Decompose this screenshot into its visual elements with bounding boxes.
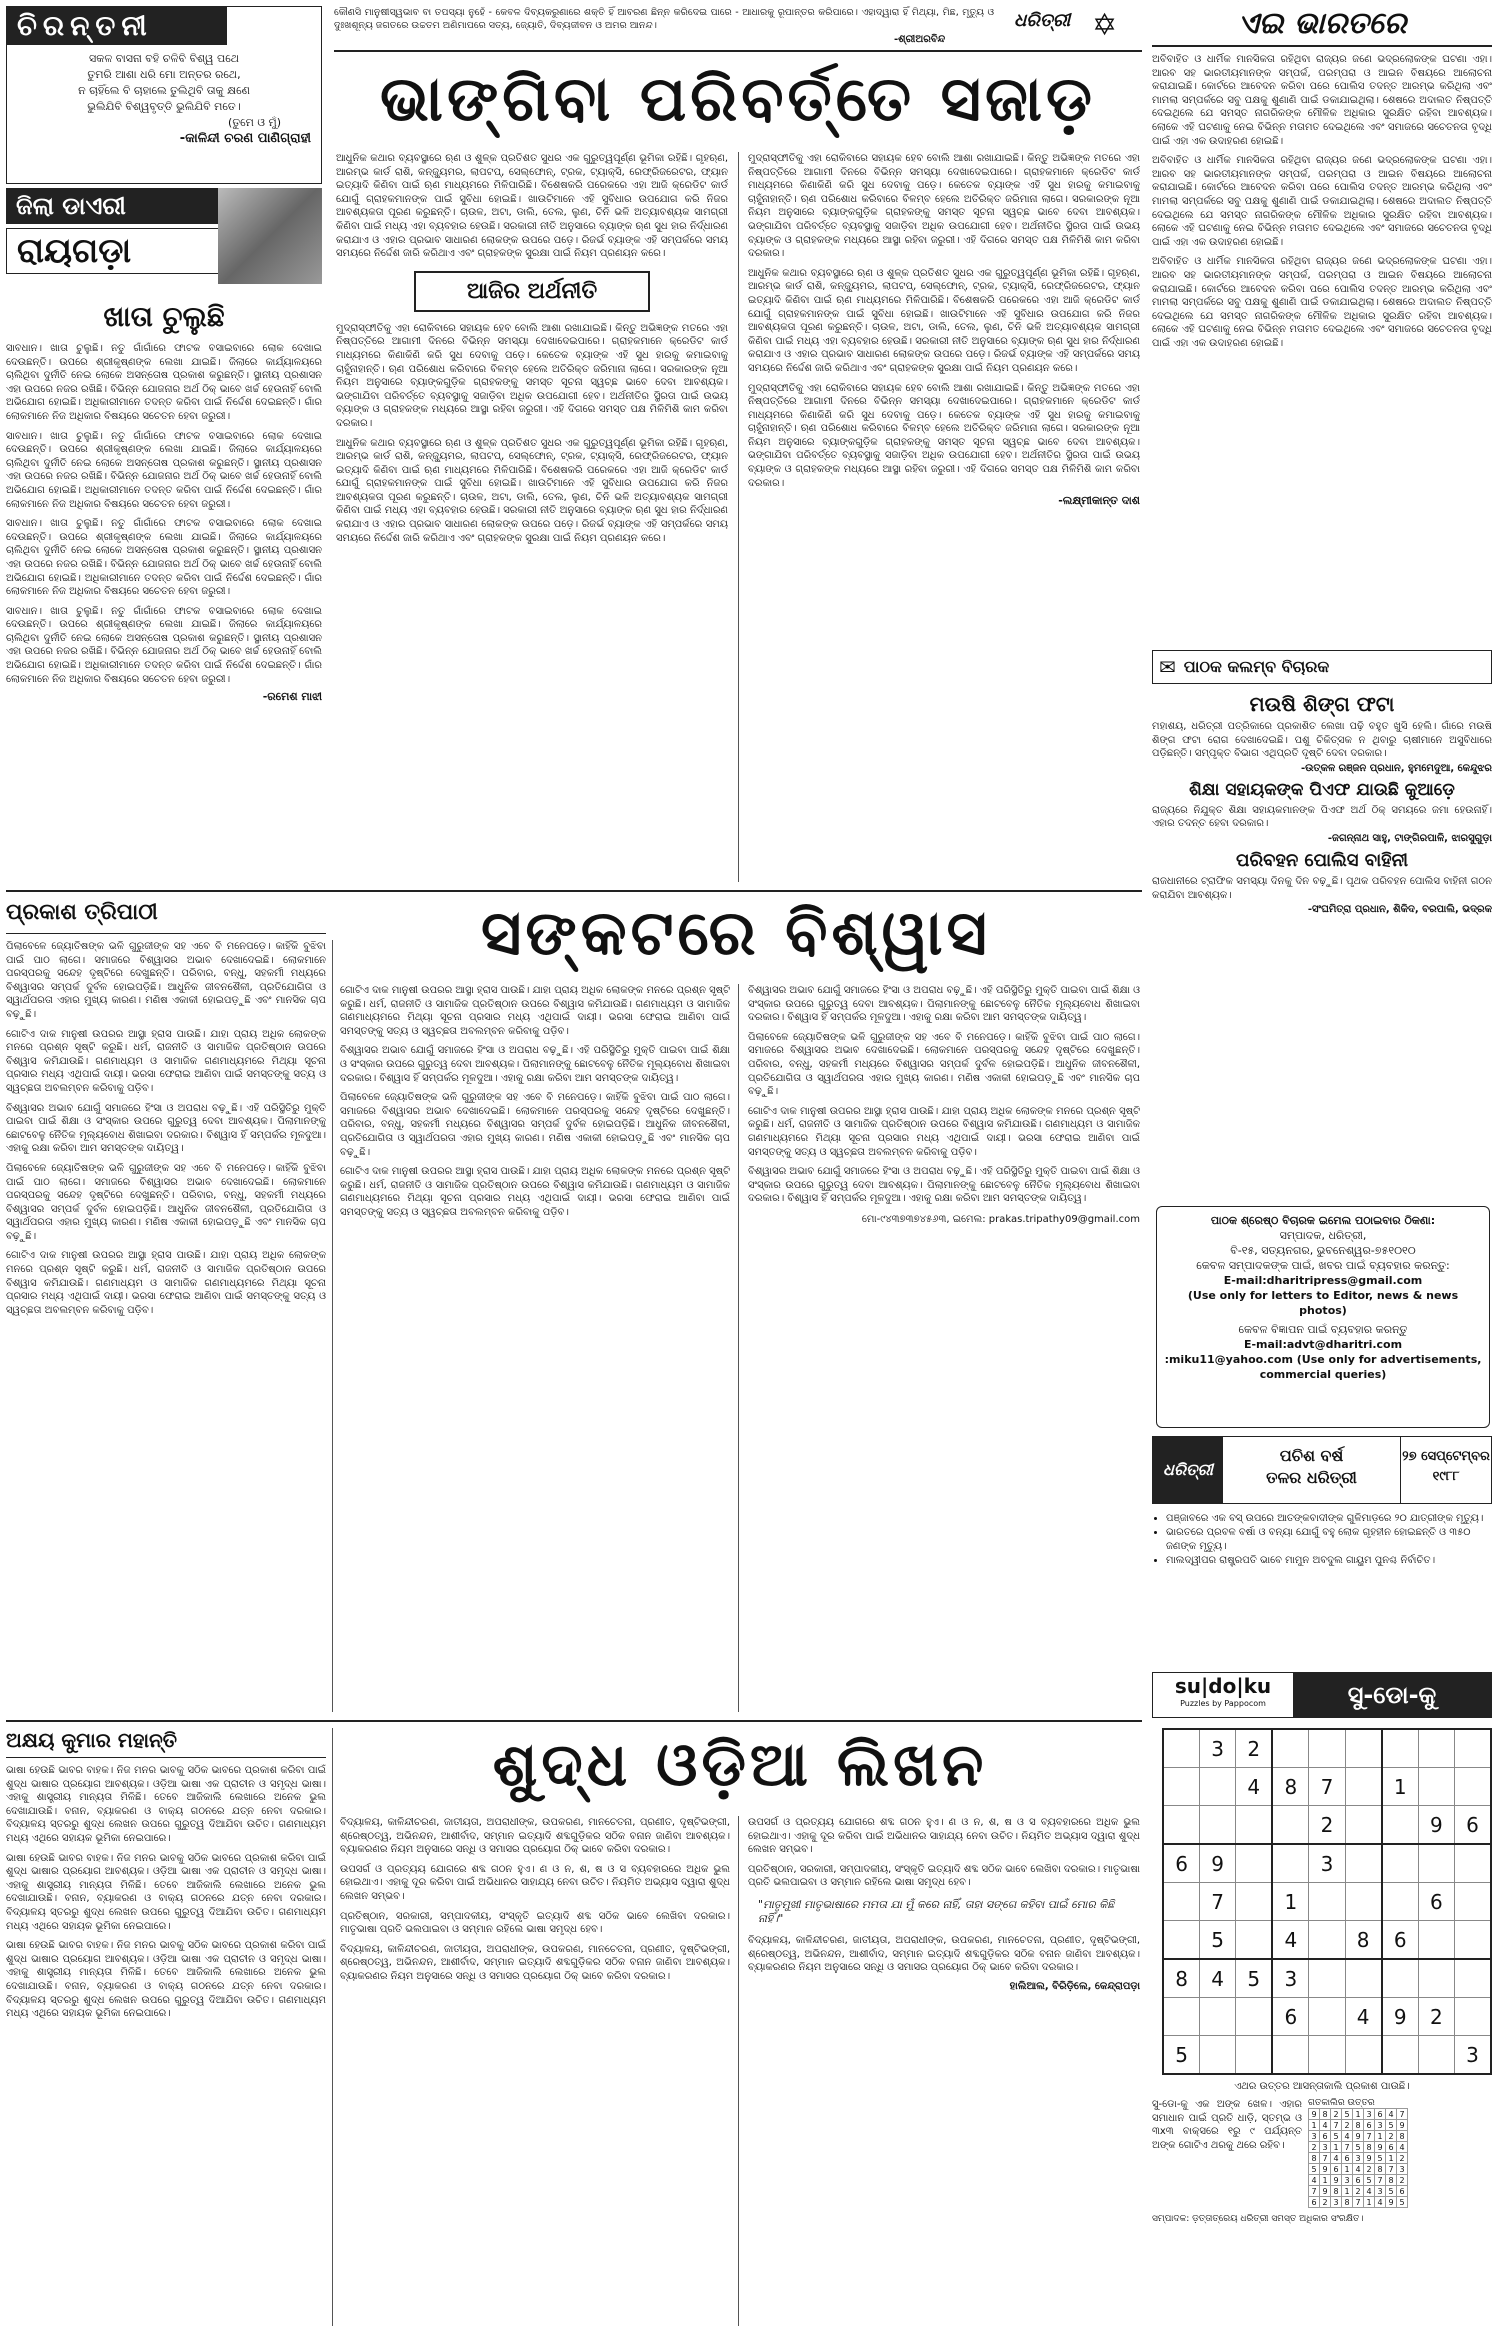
prev-sudoku-cell: 5 bbox=[1386, 2186, 1397, 2197]
history-brand: ଧରିତ୍ରୀ bbox=[1153, 1437, 1223, 1503]
prev-sudoku-cell: 3 bbox=[1397, 2164, 1408, 2175]
quote-author: -ଶ୍ରୀଅରବିନ୍ଦ bbox=[894, 34, 946, 45]
sudoku-cell[interactable] bbox=[1418, 1768, 1454, 1806]
prev-sudoku-cell: 3 bbox=[1309, 2131, 1320, 2142]
sudoku-cell[interactable] bbox=[1345, 1729, 1382, 1768]
prev-sudoku-cell: 5 bbox=[1342, 2109, 1353, 2120]
sudoku-cell[interactable] bbox=[1309, 1729, 1345, 1768]
sudoku-cell[interactable] bbox=[1454, 1959, 1491, 1998]
sudoku-cell[interactable] bbox=[1236, 1844, 1273, 1883]
prev-sudoku-cell: 3 bbox=[1331, 2197, 1342, 2208]
sudoku-cell[interactable] bbox=[1309, 2036, 1345, 2075]
sudoku-cell[interactable]: 2 bbox=[1236, 1729, 1273, 1768]
editorial-col2-text-2: ଆଧୁନିକ କଥାର ବ୍ୟବସ୍ଥାରେ ଋଣ ଓ ଶୁଳ୍କ ପ୍ରତିଶତ ସୁଧର ଏକ ଗୁରୁତ୍ୱପୂର୍ଣ୍ଣ ଭୂମିକା ରହିଛି। ଗୃହଋଣ, ଆରମ୍ଭ କାର୍ଡ ରାଶି, କନ୍ଜ୍ୟୁମର, ଲାପଟପ୍, ସେଲ୍ଫୋନ୍, ଟ୍ରକ, ଟ୍ୟାକ୍ସି, ରେଫ୍ରିଜରେଟର, ଫ୍ୟାନ ଇତ୍ୟାଦି କିଣିବା ପାଇଁ ଋଣ ମାଧ୍ୟମରେ ମିଳିପାରିଛି। ବିଶେଷକରି ପରେକରେ ଏହା ଆଜି କ୍ରେଡିଟ କାର୍ଡ ଯୋଗୁଁ ଗ୍ରାହକମାନଙ୍କ ପାଇଁ ସୁବିଧା ହୋଇଛି। ଖାଉଟିମାନେ ଏହି ସୁବିଧାର ଉପଯୋଗ କରି ନିଜର ଆବଶ୍ୟକତା ପୂରଣ କରୁଛନ୍ତି। ଚାଉଳ, ଅଟା, ଡାଲି, ତେଲ, ଲୁଣ, ଚିନି ଭଳି ଅତ୍ୟାବଶ୍ୟକ ସାମଗ୍ରୀ କିଣିବା ପାଇଁ ମଧ୍ୟ ଏହା ବ୍ୟବହାର ହେଉଛି। ସରକାରୀ ନୀତି ଅନୁସାରେ ବ୍ୟାଙ୍କ ଋଣ ସୁଧ ହାର ନିର୍ଦ୍ଧାରଣ କରାଯାଏ ଓ ଏହାର ପ୍ରଭାବ ସାଧାରଣ ଲୋକଙ୍କ ଉପରେ ପଡ଼େ। ରିଜର୍ଭ ବ୍ୟାଙ୍କ ଏହି ସମ୍ପର୍କରେ ସମୟ ସମୟରେ ନିର୍ଦ୍ଦେଶ ଜାରି କରିଥାଏ ଏବଂ ଗ୍ରାହକଙ୍କ ସୁରକ୍ଷା ପାଇଁ ନିୟମ ପ୍ରଣୟନ କରେ। bbox=[748, 267, 1140, 374]
prev-sudoku-cell: 5 bbox=[1364, 2175, 1375, 2186]
sudoku-cell[interactable] bbox=[1382, 1883, 1419, 1921]
sudoku-cell[interactable] bbox=[1163, 1768, 1200, 1806]
sudoku-cell[interactable]: 7 bbox=[1309, 1768, 1345, 1806]
sudoku-cell[interactable]: 8 bbox=[1272, 1768, 1309, 1806]
letter1-sign: -ଉତ୍କଳ ରଞ୍ଜନ ପ୍ରଧାନ, ହୁମମେଦୁଆ, କେନ୍ଦୁଝର bbox=[1300, 762, 1492, 774]
editorial-col1-text-2: ମୁଦ୍ରାସ୍ଫୀତିକୁ ଏହା ରୋକିବାରେ ସହାୟକ ହେବ ବୋଲି ଆଶା ରଖାଯାଇଛି। କିନ୍ତୁ ଅଭିଜ୍ଞଙ୍କ ମତରେ ଏହା ନିଷ୍ପତ୍ତିରେ ଆଗାମୀ ଦିନରେ ବିଭିନ୍ନ ସମସ୍ୟା ଦେଖାଦେଇପାରେ। ଗ୍ରାହକମାନେ କ୍ରେଡିଟ କାର୍ଡ ମାଧ୍ୟମରେ କିଣାକିଣି କରି ସୁଧ ଦେବାକୁ ପଡ଼େ। କେତେକ ବ୍ୟାଙ୍କ ଏହି ସୁଧ ହାରକୁ କମାଇବାକୁ ଚାହୁଁନାହାନ୍ତି। ଋଣ ପରିଶୋଧ କରିବାରେ ବିଳମ୍ବ ହେଲେ ଅତିରିକ୍ତ ଜରିମାନା ଲାଗେ। ସରକାରଙ୍କ ନୂଆ ନିୟମ ଅନୁସାରେ ବ୍ୟାଙ୍କଗୁଡ଼ିକ ଗ୍ରାହକଙ୍କୁ ସମସ୍ତ ସୂଚନା ସ୍ୱଚ୍ଛ ଭାବେ ଦେବା ଆବଶ୍ୟକ। ଭଙ୍ଗାଯିବା ପରିବର୍ତ୍ତେ ବ୍ୟବସ୍ଥାକୁ ସଜାଡ଼ିବା ଅଧିକ ଉପଯୋଗୀ ହେବ। ଅର୍ଥନୀତିର ସ୍ଥିରତା ପାଇଁ ଉଭୟ ବ୍ୟାଙ୍କ ଓ ଗ୍ରାହକଙ୍କ ମଧ୍ୟରେ ଆସ୍ଥା ରହିବା ଜରୁରୀ। ଏହି ଦିଗରେ ସମସ୍ତ ପକ୍ଷ ମିଳିମିଶି କାମ କରିବା ଦରକାର। bbox=[336, 322, 728, 429]
sudoku-grid bbox=[1162, 1728, 1492, 2075]
prev-sudoku-cell: 7 bbox=[1353, 2197, 1364, 2208]
history-header bbox=[1152, 1436, 1492, 1504]
prev-sudoku-cell: 5 bbox=[1331, 2131, 1342, 2142]
prev-sudoku-cell: 4 bbox=[1397, 2142, 1408, 2153]
bottom-left-col bbox=[6, 1764, 326, 2326]
middle-col1-text: ପିଲାବେଳେ ଜ୍ୟୋତିଷଙ୍କ ଭଳି ଗୁରୁଜୀଙ୍କ ସହ ଏବେ ବି ମନେପଡ଼େ। କାହିଁକି ବୁଝିବା ପାଇଁ ପାଠ ଲାଗେ। ସମାଜରେ ବିଶ୍ୱାସର ଅଭାବ ଦେଖାଦେଇଛି। ଲୋକମାନେ ପରସ୍ପରକୁ ସନ୍ଦେହ ଦୃଷ୍ଟିରେ ଦେଖୁଛନ୍ତି। ପରିବାର, ବନ୍ଧୁ, ସହକର୍ମୀ ମଧ୍ୟରେ ବିଶ୍ୱାସର ସମ୍ପର୍କ ଦୁର୍ବଳ ହୋଇପଡ଼ିଛି। ଆଧୁନିକ ଜୀବନଶୈଳୀ, ପ୍ରତିଯୋଗିତା ଓ ସ୍ୱାର୍ଥପରତା ଏହାର ମୁଖ୍ୟ କାରଣ। ମଣିଷ ଏକାକୀ ହୋଇପଡ଼ୁଛି ଏବଂ ମାନସିକ ଚାପ ବଢ଼ୁଛି। bbox=[6, 941, 326, 1020]
sudoku-cell[interactable]: 4 bbox=[1345, 1998, 1382, 2036]
prev-sudoku-cell: 2 bbox=[1397, 2175, 1408, 2186]
prev-sudoku-cell: 6 bbox=[1342, 2153, 1353, 2164]
sudoku-cell[interactable] bbox=[1418, 1729, 1454, 1768]
sudoku-cell[interactable] bbox=[1163, 1998, 1200, 2036]
letter2-body: ରାଜ୍ୟରେ ନିଯୁକ୍ତ ଶିକ୍ଷା ସହାୟକମାନଙ୍କ ପିଏଫ ଅର୍ଥ ଠିକ୍ ସମୟରେ ଜମା ହେଉନାହିଁ। ଏହାର ତଦନ୍ତ ହେବା ଦରକାର। bbox=[1152, 804, 1492, 830]
prev-sudoku-cell: 7 bbox=[1331, 2120, 1342, 2131]
sudoku-cell[interactable] bbox=[1345, 1768, 1382, 1806]
sudoku-cell[interactable]: 5 bbox=[1200, 1921, 1236, 1960]
aaji-bharat-box bbox=[1152, 6, 1492, 666]
sudoku-cell[interactable] bbox=[1345, 1806, 1382, 1845]
prev-sudoku-cell: 9 bbox=[1364, 2153, 1375, 2164]
prev-sudoku-cell: 7 bbox=[1364, 2131, 1375, 2142]
prev-sudoku-cell: 6 bbox=[1331, 2164, 1342, 2175]
sudoku-cell[interactable]: 4 bbox=[1236, 1768, 1273, 1806]
diary-body-4: ସାବଧାନ। ଖାତା ଚୁଲୁଛି। ନତୁ ଗାଁଗାଁରେ ଫାଟକ ବସାଇବାରେ ଲୋକ ଦେଖାଇ ଦେଉଛନ୍ତି। ଉପରେ ଶ୍ରୀକୃଷ୍ଣଙ୍କ ଲେଖା ଯାଇଛି। ଜିଲାରେ କାର୍ଯ୍ୟାଳୟରେ ଚାଲିଥିବା ଦୁର୍ନୀତି ନେଇ ଲୋକେ ଅସନ୍ତୋଷ ପ୍ରକାଶ କରୁଛନ୍ତି। ସ୍ଥାନୀୟ ପ୍ରଶାସନ ଏହା ଉପରେ ନଜର ରଖିଛି। ବିଭିନ୍ନ ଯୋଜନାର ଅର୍ଥ ଠିକ୍ ଭାବେ ଖର୍ଚ୍ଚ ହେଉନାହିଁ ବୋଲି ଅଭିଯୋଗ ହୋଇଛି। ଅଧିକାରୀମାନେ ତଦନ୍ତ କରିବା ପାଇଁ ନିର୍ଦ୍ଦେଶ ଦେଇଛନ୍ତି। ଗାଁର ଲୋକମାନେ ନିଜ ଅଧିକାର ବିଷୟରେ ସଚେତନ ହେବା ଜରୁରୀ। bbox=[6, 605, 322, 685]
prev-sudoku-cell: 7 bbox=[1309, 2186, 1320, 2197]
advt-email-note[interactable]: :miku11@yahoo.com (Use only for advertisements, commercial queries) bbox=[1164, 1353, 1482, 1381]
diary-body: ସାବଧାନ। ଖାତା ଚୁଲୁଛି। ନତୁ ଗାଁଗାଁରେ ଫାଟକ ବସାଇବାରେ ଲୋକ ଦେଖାଇ ଦେଉଛନ୍ତି। ଉପରେ ଶ୍ରୀକୃଷ୍ଣଙ୍କ ଲେଖା ଯାଇଛି। ଜିଲାରେ କାର୍ଯ୍ୟାଳୟରେ ଚାଲିଥିବା ଦୁର୍ନୀତି ନେଇ ଲୋକେ ଅସନ୍ତୋଷ ପ୍ରକାଶ କରୁଛନ୍ତି। ସ୍ଥାନୀୟ ପ୍ରଶାସନ ଏହା ଉପରେ ନଜର ରଖିଛି। ବିଭିନ୍ନ ଯୋଜନାର ଅର୍ଥ ଠିକ୍ ଭାବେ ଖର୍ଚ୍ଚ ହେଉନାହିଁ ବୋଲି ଅଭିଯୋଗ ହୋଇଛି। ଅଧିକାରୀମାନେ ତଦନ୍ତ କରିବା ପାଇଁ ନିର୍ଦ୍ଦେଶ ଦେଇଛନ୍ତି। ଗାଁର ଲୋକମାନେ ନିଜ ଅଧିକାର ବିଷୟରେ ସଚେତନ ହେବା ଜରୁରୀ। bbox=[6, 343, 322, 422]
aaji-bharat-body-2: ଅବିବାହିତ ଓ ଧାର୍ମିକ ମାନସିକତା ରହିଥିବା ରାଜ୍ୟର ଜଣେ ଭଦ୍ରଲୋକଙ୍କ ଘଟଣା ଏହା। ଆରବ ସହ ଭାରତୀୟମାନଙ୍କ ସମ୍ପର୍କ, ପରମ୍ପରା ଓ ଆଇନ ବିଷୟରେ ଆଲୋଚନା କରାଯାଇଛି। କୋର୍ଟରେ ଆବେଦନ କରିବା ପରେ ପୋଲିସ ତଦନ୍ତ ଆରମ୍ଭ କରିଥିଲା ଏବଂ ମାମଲା ସମ୍ପର୍କରେ ସବୁ ପକ୍ଷକୁ ଶୁଣାଣି ପାଇଁ ଡକାଯାଇଥିଲା। ଶେଷରେ ଅଦାଲତ ନିଷ୍ପତ୍ତି ଦେଇଥିଲେ ଯେ ସମସ୍ତ ନାଗରିକଙ୍କ ମୌଳିକ ଅଧିକାର ସୁରକ୍ଷିତ ରହିବା ଆବଶ୍ୟକ। ଲୋକେ ଏହି ଘଟଣାକୁ ନେଇ ବିଭିନ୍ନ ମତାମତ ଦେଇଥିଲେ ଏବଂ ସମାଜରେ ସଚେତନତା ବୃଦ୍ଧି ପାଇଁ ଏହା ଏକ ଉଦାହରଣ ହୋଇଛି। bbox=[1152, 155, 1492, 248]
poem-author: -କାଳିନ୍ଦୀ ଚରଣ ପାଣିଗ୍ରାହୀ bbox=[179, 131, 311, 146]
prev-sudoku-cell: 6 bbox=[1320, 2131, 1331, 2142]
prev-sudoku-cell: 1 bbox=[1364, 2197, 1375, 2208]
middle-col3-text: ବିଶ୍ୱାସର ଅଭାବ ଯୋଗୁଁ ସମାଜରେ ହିଂସା ଓ ଅପରାଧ ବଢ଼ୁଛି। ଏହି ପରିସ୍ଥିତିରୁ ମୁକ୍ତି ପାଇବା ପାଇଁ ଶିକ୍ଷା ଓ ସଂସ୍କାର ଉପରେ ଗୁରୁତ୍ୱ ଦେବା ଆବଶ୍ୟକ। ପିଲାମାନଙ୍କୁ ଛୋଟବେଳୁ ନୈତିକ ମୂଲ୍ୟବୋଧ ଶିଖାଇବା ଦରକାର। ବିଶ୍ୱାସ ହିଁ ସମ୍ପର୍କର ମୂଳଦୁଆ। ଏହାକୁ ରକ୍ଷା କରିବା ଆମ ସମସ୍ତଙ୍କ ଦାୟିତ୍ୱ। bbox=[748, 985, 1140, 1024]
aaji-bharat-heading: ଏଇ ଭାରତରେ bbox=[1152, 6, 1492, 47]
diary-photo bbox=[218, 188, 322, 284]
sudoku-cell[interactable]: 9 bbox=[1418, 1806, 1454, 1845]
aaji-bharat-body-3: ଅବିବାହିତ ଓ ଧାର୍ମିକ ମାନସିକତା ରହିଥିବା ରାଜ୍ୟର ଜଣେ ଭଦ୍ରଲୋକଙ୍କ ଘଟଣା ଏହା। ଆରବ ସହ ଭାରତୀୟମାନଙ୍କ ସମ୍ପର୍କ, ପରମ୍ପରା ଓ ଆଇନ ବିଷୟରେ ଆଲୋଚନା କରାଯାଇଛି। କୋର୍ଟରେ ଆବେଦନ କରିବା ପରେ ପୋଲିସ ତଦନ୍ତ ଆରମ୍ଭ କରିଥିଲା ଏବଂ ମାମଲା ସମ୍ପର୍କରେ ସବୁ ପକ୍ଷକୁ ଶୁଣାଣି ପାଇଁ ଡକାଯାଇଥିଲା। ଶେଷରେ ଅଦାଲତ ନିଷ୍ପତ୍ତି ଦେଇଥିଲେ ଯେ ସମସ୍ତ ନାଗରିକଙ୍କ ମୌଳିକ ଅଧିକାର ସୁରକ୍ଷିତ ରହିବା ଆବଶ୍ୟକ। ଲୋକେ ଏହି ଘଟଣାକୁ ନେଇ ବିଭିନ୍ନ ମତାମତ ଦେଇଥିଲେ ଏବଂ ସମାଜରେ ସଚେତନତା ବୃଦ୍ଧି ପାଇଁ ଏହା ଏକ ଉଦାହରଣ ହୋଇଛି। bbox=[1152, 256, 1492, 349]
sudoku-cell[interactable]: 7 bbox=[1200, 1883, 1236, 1921]
history-item: • ଭାରତରେ ପ୍ରବଳ ବର୍ଷା ଓ ବନ୍ୟା ଯୋଗୁଁ ବହୁ ଲୋକ ଗୃହହୀନ ହୋଇଛନ୍ତି ଓ ୩୫୦ ଜଣଙ୍କ ମୃତ୍ୟୁ। bbox=[1166, 1526, 1492, 1554]
bottom-col3-text-2: ପ୍ରତିଷ୍ଠାନ, ସରକାରୀ, ସମ୍ପାଦକୀୟ, ସଂସ୍କୃତି ଇତ୍ୟାଦି ଶବ୍ଦ ସଠିକ ଭାବେ ଲେଖିବା ଦରକାର। ମାତୃଭାଷା ପ୍ରତି ଭଲପାଇବା ଓ ସମ୍ମାନ ରହିଲେ ଭାଷା ସମୃଦ୍ଧ ହେବ। bbox=[748, 1863, 1140, 1889]
sudoku-cell[interactable] bbox=[1418, 2036, 1454, 2075]
prev-sudoku-cell: 4 bbox=[1364, 2186, 1375, 2197]
sudoku-cell[interactable] bbox=[1345, 1959, 1382, 1998]
sudoku-cell[interactable] bbox=[1272, 1729, 1309, 1768]
middle-col2-text-3: ପିଲାବେଳେ ଜ୍ୟୋତିଷଙ୍କ ଭଳି ଗୁରୁଜୀଙ୍କ ସହ ଏବେ ବି ମନେପଡ଼େ। କାହିଁକି ବୁଝିବା ପାଇଁ ପାଠ ଲାଗେ। ସମାଜରେ ବିଶ୍ୱାସର ଅଭାବ ଦେଖାଦେଇଛି। ଲୋକମାନେ ପରସ୍ପରକୁ ସନ୍ଦେହ ଦୃଷ୍ଟିରେ ଦେଖୁଛନ୍ତି। ପରିବାର, ବନ୍ଧୁ, ସହକର୍ମୀ ମଧ୍ୟରେ ବିଶ୍ୱାସର ସମ୍ପର୍କ ଦୁର୍ବଳ ହୋଇପଡ଼ିଛି। ଆଧୁନିକ ଜୀବନଶୈଳୀ, ପ୍ରତିଯୋଗିତା ଓ ସ୍ୱାର୍ଥପରତା ଏହାର ମୁଖ୍ୟ କାରଣ। ମଣିଷ ଏକାକୀ ହୋଇପଡ଼ୁଛି ଏବଂ ମାନସିକ ଚାପ ବଢ଼ୁଛି। bbox=[340, 1092, 730, 1158]
prev-sudoku-cell: 1 bbox=[1331, 2142, 1342, 2153]
bottom-left-text: ଭାଷା ହେଉଛି ଭାବର ବାହକ। ନିଜ ମନର ଭାବକୁ ସଠିକ ଭାବରେ ପ୍ରକାଶ କରିବା ପାଇଁ ଶୁଦ୍ଧ ଭାଷାର ପ୍ରୟୋଗ ଆବଶ୍ୟକ। ଓଡ଼ିଆ ଭାଷା ଏକ ପ୍ରାଚୀନ ଓ ସମୃଦ୍ଧ ଭାଷା। ଏହାକୁ ଶାସ୍ତ୍ରୀୟ ମାନ୍ୟତା ମିଳିଛି। ତେବେ ଆଜିକାଲି ଲେଖାରେ ଅନେକ ଭୁଲ ଦେଖାଯାଉଛି। ବନାନ, ବ୍ୟାକରଣ ଓ ବାକ୍ୟ ଗଠନରେ ଯତ୍ନ ନେବା ଦରକାର। ବିଦ୍ୟାଳୟ ସ୍ତରରୁ ଶୁଦ୍ଧ ଲେଖନ ଉପରେ ଗୁରୁତ୍ୱ ଦିଆଯିବା ଉଚିତ। ଗଣମାଧ୍ୟମ ମଧ୍ୟ ଏଥିରେ ସହାୟକ ଭୂମିକା ନେଇପାରେ। bbox=[6, 1765, 326, 1844]
chirantani-box bbox=[6, 6, 322, 184]
sudoku-cell[interactable] bbox=[1200, 1806, 1236, 1845]
prev-sudoku-cell: 3 bbox=[1375, 2120, 1386, 2131]
prev-sudoku-cell: 1 bbox=[1320, 2175, 1331, 2186]
middle-col3-text-2: ପିଲାବେଳେ ଜ୍ୟୋତିଷଙ୍କ ଭଳି ଗୁରୁଜୀଙ୍କ ସହ ଏବେ ବି ମନେପଡ଼େ। କାହିଁକି ବୁଝିବା ପାଇଁ ପାଠ ଲାଗେ। ସମାଜରେ ବିଶ୍ୱାସର ଅଭାବ ଦେଖାଦେଇଛି। ଲୋକମାନେ ପରସ୍ପରକୁ ସନ୍ଦେହ ଦୃଷ୍ଟିରେ ଦେଖୁଛନ୍ତି। ପରିବାର, ବନ୍ଧୁ, ସହକର୍ମୀ ମଧ୍ୟରେ ବିଶ୍ୱାସର ସମ୍ପର୍କ ଦୁର୍ବଳ ହୋଇପଡ଼ିଛି। ଆଧୁନିକ ଜୀବନଶୈଳୀ, ପ୍ରତିଯୋଗିତା ଓ ସ୍ୱାର୍ଥପରତା ଏହାର ମୁଖ୍ୟ କାରଣ। ମଣିଷ ଏକାକୀ ହୋଇପଡ଼ୁଛି ଏବଂ ମାନସିକ ଚାପ ବଢ଼ୁଛି। bbox=[748, 1031, 1140, 1098]
prev-sudoku-cell: 3 bbox=[1342, 2175, 1353, 2186]
sudoku-cell[interactable] bbox=[1236, 1921, 1273, 1960]
letters-heading bbox=[1152, 650, 1492, 684]
middle-contact: ମୋ-୯୪୩୭୩୭୪୫୬୩, ଇମେଲ: prakas.tripathy09@gmail.com bbox=[861, 1213, 1140, 1225]
sudoku-cell[interactable] bbox=[1163, 1806, 1200, 1845]
sudoku-cell[interactable] bbox=[1309, 1998, 1345, 2036]
sudoku-rules: ସୁ-ଡୋ-କୁ ଏକ ଅଙ୍କ ଖେଳ। ଏହାର ସମାଧାନ ପାଇଁ ପ୍ରତି ଧାଡ଼ି, ସ୍ତମ୍ଭ ଓ ୩x୩ ବାକ୍ସରେ ୧ରୁ ୯ ପର୍ଯ୍ୟନ୍ତ ଅଙ୍କ ଗୋଟିଏ ଥରକୁ ଥରେ ରହିବ। bbox=[1152, 2099, 1302, 2151]
sudoku-cell[interactable] bbox=[1309, 1883, 1345, 1921]
prev-sudoku-cell: 2 bbox=[1342, 2120, 1353, 2131]
prev-sudoku-cell: 5 bbox=[1375, 2153, 1386, 2164]
star-emblem-icon: ✡ bbox=[1092, 8, 1118, 43]
contact-box bbox=[1156, 1206, 1490, 1428]
envelope-icon: ✉ bbox=[1159, 655, 1176, 679]
prev-sudoku-cell: 2 bbox=[1386, 2131, 1397, 2142]
prev-sudoku-cell: 4 bbox=[1309, 2175, 1320, 2186]
prev-sudoku-cell: 9 bbox=[1320, 2186, 1331, 2197]
poem-line: ସକଳ ବାସନା ବହି ଚଳିବି ବିଶ୍ୱ ପଥେ bbox=[89, 52, 239, 65]
prev-sudoku-cell: 1 bbox=[1375, 2131, 1386, 2142]
sudoku-cell[interactable]: 1 bbox=[1272, 1883, 1309, 1921]
bottom-title: ଶୁଦ୍ଧ ଓଡ଼ିଆ ଲିଖନ bbox=[492, 1730, 988, 1800]
sudoku-cell[interactable] bbox=[1454, 1921, 1491, 1960]
prev-sudoku-cell: 6 bbox=[1375, 2109, 1386, 2120]
sudoku-box bbox=[1152, 1672, 1492, 2332]
letter1-body: ମହାଶୟ, ଧରିତ୍ରୀ ପତ୍ରିକାରେ ପ୍ରକାଶିତ ଲେଖା ପଢ଼ି ବହୁତ ଖୁସି ହେଲି। ଗାଁରେ ମଉଷି ଶିଙ୍ଗ ଫଟା ରୋଗ ଦେଖାଦେଇଛି। ପଶୁ ଚିକିତ୍ସକ ନ ଥିବାରୁ ଚାଷୀମାନେ ଅସୁବିଧାରେ ପଡ଼ିଛନ୍ତି। ସମ୍ପୃକ୍ତ ବିଭାଗ ଏଥିପ୍ରତି ଦୃଷ୍ଟି ଦେବା ଦରକାର। bbox=[1152, 721, 1492, 760]
sudoku-cell[interactable] bbox=[1345, 2036, 1382, 2075]
sudoku-cell[interactable]: 4 bbox=[1272, 1921, 1309, 1960]
contact-line2: ସମ୍ପାଦକ, ଧରିତ୍ରୀ, bbox=[1279, 1229, 1367, 1242]
jilla-diary-box bbox=[6, 188, 322, 288]
sudoku-cell[interactable] bbox=[1418, 1959, 1454, 1998]
prev-sudoku-cell: 9 bbox=[1375, 2142, 1386, 2153]
sudoku-cell[interactable]: 6 bbox=[1418, 1883, 1454, 1921]
prev-sudoku-cell: 8 bbox=[1364, 2142, 1375, 2153]
sudoku-cell[interactable] bbox=[1272, 1844, 1309, 1883]
sudoku-cell[interactable]: 4 bbox=[1200, 1959, 1236, 1998]
quote-strip bbox=[334, 6, 1142, 52]
history-box bbox=[1152, 1436, 1492, 1672]
sudoku-cell[interactable] bbox=[1309, 1921, 1345, 1960]
sudoku-cell[interactable] bbox=[1163, 1921, 1200, 1960]
prev-sudoku-cell: 2 bbox=[1353, 2186, 1364, 2197]
letters-heading-text: ପାଠକ କଲମ୍ବ ବିଚାରକ bbox=[1183, 657, 1330, 676]
sudoku-cell[interactable] bbox=[1163, 1729, 1200, 1768]
prev-sudoku-cell: 3 bbox=[1364, 2109, 1375, 2120]
sudoku-cell[interactable] bbox=[1236, 1883, 1273, 1921]
bottom-author: ଅକ୍ଷୟ କୁମାର ମହାନ୍ତି bbox=[6, 1728, 326, 1758]
editorial-col2-text-3: ମୁଦ୍ରାସ୍ଫୀତିକୁ ଏହା ରୋକିବାରେ ସହାୟକ ହେବ ବୋଲି ଆଶା ରଖାଯାଇଛି। କିନ୍ତୁ ଅଭିଜ୍ଞଙ୍କ ମତରେ ଏହା ନିଷ୍ପତ୍ତିରେ ଆଗାମୀ ଦିନରେ ବିଭିନ୍ନ ସମସ୍ୟା ଦେଖାଦେଇପାରେ। ଗ୍ରାହକମାନେ କ୍ରେଡିଟ କାର୍ଡ ମାଧ୍ୟମରେ କିଣାକିଣି କରି ସୁଧ ଦେବାକୁ ପଡ଼େ। କେତେକ ବ୍ୟାଙ୍କ ଏହି ସୁଧ ହାରକୁ କମାଇବାକୁ ଚାହୁଁନାହାନ୍ତି। ଋଣ ପରିଶୋଧ କରିବାରେ ବିଳମ୍ବ ହେଲେ ଅତିରିକ୍ତ ଜରିମାନା ଲାଗେ। ସରକାରଙ୍କ ନୂଆ ନିୟମ ଅନୁସାରେ ବ୍ୟାଙ୍କଗୁଡ଼ିକ ଗ୍ରାହକଙ୍କୁ ସମସ୍ତ ସୂଚନା ସ୍ୱଚ୍ଛ ଭାବେ ଦେବା ଆବଶ୍ୟକ। ଭଙ୍ଗାଯିବା ପରିବର୍ତ୍ତେ ବ୍ୟବସ୍ଥାକୁ ସଜାଡ଼ିବା ଅଧିକ ଉପଯୋଗୀ ହେବ। ଅର୍ଥନୀତିର ସ୍ଥିରତା ପାଇଁ ଉଭୟ ବ୍ୟାଙ୍କ ଓ ଗ୍ରାହକଙ୍କ ମଧ୍ୟରେ ଆସ୍ଥା ରହିବା ଜରୁରୀ। ଏହି ଦିଗରେ ସମସ୍ତ ପକ୍ଷ ମିଳିମିଶି କାମ କରିବା ଦରକାର। bbox=[748, 382, 1140, 489]
prev-sudoku-cell: 8 bbox=[1375, 2164, 1386, 2175]
prev-sudoku-cell: 8 bbox=[1397, 2131, 1408, 2142]
sudoku-prev-grid bbox=[1308, 2108, 1408, 2208]
history-date1: ୨୭ ସେପ୍ଟେମ୍ବର bbox=[1402, 1449, 1490, 1464]
letter1-title: ମଉଷି ଶିଙ୍ଗ ଫଟା bbox=[1249, 692, 1395, 716]
bottom-left-text-2: ଭାଷା ହେଉଛି ଭାବର ବାହକ। ନିଜ ମନର ଭାବକୁ ସଠିକ ଭାବରେ ପ୍ରକାଶ କରିବା ପାଇଁ ଶୁଦ୍ଧ ଭାଷାର ପ୍ରୟୋଗ ଆବଶ୍ୟକ। ଓଡ଼ିଆ ଭାଷା ଏକ ପ୍ରାଚୀନ ଓ ସମୃଦ୍ଧ ଭାଷା। ଏହାକୁ ଶାସ୍ତ୍ରୀୟ ମାନ୍ୟତା ମିଳିଛି। ତେବେ ଆଜିକାଲି ଲେଖାରେ ଅନେକ ଭୁଲ ଦେଖାଯାଉଛି। ବନାନ, ବ୍ୟାକରଣ ଓ ବାକ୍ୟ ଗଠନରେ ଯତ୍ନ ନେବା ଦରକାର। ବିଦ୍ୟାଳୟ ସ୍ତରରୁ ଶୁଦ୍ଧ ଲେଖନ ଉପରେ ଗୁରୁତ୍ୱ ଦିଆଯିବା ଉଚିତ। ଗଣମାଧ୍ୟମ ମଧ୍ୟ ଏଥିରେ ସହାୟକ ଭୂମିକା ନେଇପାରେ। bbox=[6, 1852, 326, 1932]
prev-sudoku-cell: 6 bbox=[1309, 2197, 1320, 2208]
sudoku-cell[interactable]: 3 bbox=[1309, 1844, 1345, 1883]
middle-col2-text: ଗୋଟିଏ ଦାକ ମାନୁଷୀ ଉପରର ଆସ୍ଥା ହ୍ରାସ ପାଉଛି। ଯାହା ପ୍ରାୟ ଅଧିକ ଲୋକଙ୍କ ମନରେ ପ୍ରଶ୍ନ ସୃଷ୍ଟି କରୁଛି। ଧର୍ମ, ରାଜନୀତି ଓ ସାମାଜିକ ପ୍ରତିଷ୍ଠାନ ଉପରେ ବିଶ୍ୱାସ କମିଯାଉଛି। ଗଣମାଧ୍ୟମ ଓ ସାମାଜିକ ଗଣମାଧ୍ୟମରେ ମିଥ୍ୟା ସୂଚନା ପ୍ରସାର ମଧ୍ୟ ଏଥିପାଇଁ ଦାୟୀ। ଭରସା ଫେରାଇ ଆଣିବା ପାଇଁ ସମସ୍ତଙ୍କୁ ସତ୍ୟ ଓ ସ୍ୱଚ୍ଛତା ଅବଲମ୍ବନ କରିବାକୁ ପଡ଼ିବ। bbox=[340, 985, 730, 1037]
prev-sudoku-cell: 7 bbox=[1320, 2153, 1331, 2164]
editorial-title: ଭାଙ୍ଗିବା ପରିବର୍ତ୍ତେ ସଜାଡ଼ bbox=[380, 62, 1096, 135]
middle-col1 bbox=[6, 940, 326, 1712]
bottom-col3-text-3: ବିଦ୍ୟାଳୟ, କାଳିନ୍ଦୀଚରଣ, ଜାତୀୟତା, ଅପରାଧୀଙ୍କ, ଉପକରଣ, ମାନଚେତନା, ପ୍ରଣୀତ, ଦୃଷ୍ଟିଭଙ୍ଗୀ, ଶ୍ରେଷ୍ଠତ୍ୱ, ଅଭିନନ୍ଦନ, ଆଶୀର୍ବାଦ, ସମ୍ମାନ ଇତ୍ୟାଦି ଶବ୍ଦଗୁଡ଼ିକର ସଠିକ ବନାନ ଜାଣିବା ଆବଶ୍ୟକ। ବ୍ୟାକରଣର ନିୟମ ଅନୁସାରେ ସନ୍ଧି ଓ ସମାସର ପ୍ରୟୋଗ ଠିକ୍ ଭାବେ କରିବା ଦରକାର। bbox=[748, 1934, 1140, 1974]
contact-line5: କେବଳ ବିଜ୍ଞାପନ ପାଇଁ ବ୍ୟବହାର କରନ୍ତୁ bbox=[1238, 1323, 1408, 1336]
diary-title: ଖାତା ଚୁଲୁଛି bbox=[103, 300, 225, 333]
editor-email-link[interactable]: E-mail:dharitripress@gmail.com bbox=[1223, 1274, 1423, 1287]
middle-col1-text-4: ପିଲାବେଳେ ଜ୍ୟୋତିଷଙ୍କ ଭଳି ଗୁରୁଜୀଙ୍କ ସହ ଏବେ ବି ମନେପଡ଼େ। କାହିଁକି ବୁଝିବା ପାଇଁ ପାଠ ଲାଗେ। ସମାଜରେ ବିଶ୍ୱାସର ଅଭାବ ଦେଖାଦେଇଛି। ଲୋକମାନେ ପରସ୍ପରକୁ ସନ୍ଦେହ ଦୃଷ୍ଟିରେ ଦେଖୁଛନ୍ତି। ପରିବାର, ବନ୍ଧୁ, ସହକର୍ମୀ ମଧ୍ୟରେ ବିଶ୍ୱାସର ସମ୍ପର୍କ ଦୁର୍ବଳ ହୋଇପଡ଼ିଛି। ଆଧୁନିକ ଜୀବନଶୈଳୀ, ପ୍ରତିଯୋଗିତା ଓ ସ୍ୱାର୍ଥପରତା ଏହାର ମୁଖ୍ୟ କାରଣ। ମଣିଷ ଏକାକୀ ହୋଇପଡ଼ୁଛି ଏବଂ ମାନସିକ ଚାପ ବଢ଼ୁଛି। bbox=[6, 1162, 326, 1242]
middle-col1-text-5: ଗୋଟିଏ ଦାକ ମାନୁଷୀ ଉପରର ଆସ୍ଥା ହ୍ରାସ ପାଉଛି। ଯାହା ପ୍ରାୟ ଅଧିକ ଲୋକଙ୍କ ମନରେ ପ୍ରଶ୍ନ ସୃଷ୍ଟି କରୁଛି। ଧର୍ମ, ରାଜନୀତି ଓ ସାମାଜିକ ପ୍ରତିଷ୍ଠାନ ଉପରେ ବିଶ୍ୱାସ କମିଯାଉଛି। ଗଣମାଧ୍ୟମ ଓ ସାମାଜିକ ଗଣମାଧ୍ୟମରେ ମିଥ୍ୟା ସୂଚନା ପ୍ରସାର ମଧ୍ୟ ଏଥିପାଇଁ ଦାୟୀ। ଭରସା ଫେରାଇ ଆଣିବା ପାଇଁ ସମସ୍ତଙ୍କୁ ସତ୍ୟ ଓ ସ୍ୱଚ୍ଛତା ଅବଲମ୍ବନ କରିବାକୁ ପଡ଼ିବ। bbox=[6, 1250, 326, 1316]
sudoku-answer-note: ଏଥର ଉତ୍ତର ଆସନ୍ତାକାଲି ପ୍ରକାଶ ପାଉଛି। bbox=[1234, 2081, 1410, 2092]
bottom-byline: ହାଲିଆଲ, ବିରିଡ଼ିଲେ, କେନ୍ଦ୍ରାପଡ଼ା bbox=[1009, 1980, 1140, 1992]
editorial-col-left bbox=[336, 152, 728, 882]
sudoku-logo: su|do|ku bbox=[1174, 1674, 1272, 1698]
prev-sudoku-cell: 4 bbox=[1375, 2197, 1386, 2208]
quote-text: କୌଣସି ମାନୁଷୀସ୍ୱଭାବ ବା ତପସ୍ୟା ନୁହେଁ - କେବଳ ଦିବ୍ୟକରୁଣାରେ ଶକ୍ତି ହିଁ ଆବରଣ ଛିନ୍ନ କରିଦେଇ ପାରେ - ଆଧାରକୁ ରୂପାନ୍ତର କରିପାରେ। ଏହାଦ୍ୱାରା ହିଁ ମିଥ୍ୟା, ମିଛ, ମୃତ୍ୟୁ ଓ ଦୁଃଖଶୂନ୍ୟ ଜଗତରେ ଉଚ୍ଚତମ ଅଣିମାପରେ ସତ୍ୟ, ଜ୍ୟୋତି, ଦିବ୍ୟଜୀବନ ଓ ଅମର ଆନନ୍ଦ। bbox=[334, 7, 994, 31]
sudoku-cell[interactable]: 9 bbox=[1382, 1998, 1419, 2036]
middle-col1-text-3: ବିଶ୍ୱାସର ଅଭାବ ଯୋଗୁଁ ସମାଜରେ ହିଂସା ଓ ଅପରାଧ ବଢ଼ୁଛି। ଏହି ପରିସ୍ଥିତିରୁ ମୁକ୍ତି ପାଇବା ପାଇଁ ଶିକ୍ଷା ଓ ସଂସ୍କାର ଉପରେ ଗୁରୁତ୍ୱ ଦେବା ଆବଶ୍ୟକ। ପିଲାମାନଙ୍କୁ ଛୋଟବେଳୁ ନୈତିକ ମୂଲ୍ୟବୋଧ ଶିଖାଇବା ଦରକାର। ବିଶ୍ୱାସ ହିଁ ସମ୍ପର୍କର ମୂଳଦୁଆ। ଏହାକୁ ରକ୍ଷା କରିବା ଆମ ସମସ୍ତଙ୍କ ଦାୟିତ୍ୱ। bbox=[6, 1102, 326, 1155]
diary-byline: -ରମେଶ ମାଝୀ bbox=[262, 690, 322, 704]
sudoku-cell[interactable] bbox=[1272, 1806, 1309, 1845]
middle-title: ସଙ୍କଟରେ ବିଶ୍ୱାସ bbox=[481, 896, 991, 969]
editorial-byline: -ଲକ୍ଷ୍ମୀକାନ୍ତ ଦାଶ bbox=[1058, 494, 1140, 508]
prev-sudoku-cell: 9 bbox=[1331, 2175, 1342, 2186]
sudoku-cell[interactable]: 2 bbox=[1309, 1806, 1345, 1845]
prev-sudoku-cell: 6 bbox=[1386, 2142, 1397, 2153]
editorial-col1-text: ଆଧୁନିକ କଥାର ବ୍ୟବସ୍ଥାରେ ଋଣ ଓ ଶୁଳ୍କ ପ୍ରତିଶତ ସୁଧର ଏକ ଗୁରୁତ୍ୱପୂର୍ଣ୍ଣ ଭୂମିକା ରହିଛି। ଗୃହଋଣ, ଆରମ୍ଭ କାର୍ଡ ରାଶି, କନ୍ଜ୍ୟୁମର, ଲାପଟପ୍, ସେଲ୍ଫୋନ୍, ଟ୍ରକ, ଟ୍ୟାକ୍ସି, ରେଫ୍ରିଜରେଟର, ଫ୍ୟାନ ଇତ୍ୟାଦି କିଣିବା ପାଇଁ ଋଣ ମାଧ୍ୟମରେ ମିଳିପାରିଛି। ବିଶେଷକରି ପରେକରେ ଏହା ଆଜି କ୍ରେଡିଟ କାର୍ଡ ଯୋଗୁଁ ଗ୍ରାହକମାନଙ୍କ ପାଇଁ ସୁବିଧା ହୋଇଛି। ଖାଉଟିମାନେ ଏହି ସୁବିଧାର ଉପଯୋଗ କରି ନିଜର ଆବଶ୍ୟକତା ପୂରଣ କରୁଛନ୍ତି। ଚାଉଳ, ଅଟା, ଡାଲି, ତେଲ, ଲୁଣ, ଚିନି ଭଳି ଅତ୍ୟାବଶ୍ୟକ ସାମଗ୍ରୀ କିଣିବା ପାଇଁ ମଧ୍ୟ ଏହା ବ୍ୟବହାର ହେଉଛି। ସରକାରୀ ନୀତି ଅନୁସାରେ ବ୍ୟାଙ୍କ ଋଣ ସୁଧ ହାର ନିର୍ଦ୍ଧାରଣ କରାଯାଏ ଓ ଏହାର ପ୍ରଭାବ ସାଧାରଣ ଲୋକଙ୍କ ଉପରେ ପଡ଼େ। ରିଜର୍ଭ ବ୍ୟାଙ୍କ ଏହି ସମ୍ପର୍କରେ ସମୟ ସମୟରେ ନିର୍ଦ୍ଦେଶ ଜାରି କରିଥାଏ ଏବଂ ଗ୍ରାହକଙ୍କ ସୁରକ୍ଷା ପାଇଁ ନିୟମ ପ୍ରଣୟନ କରେ। bbox=[336, 153, 728, 260]
sudoku-cell[interactable] bbox=[1200, 1768, 1236, 1806]
editorial-col2-text: ମୁଦ୍ରାସ୍ଫୀତିକୁ ଏହା ରୋକିବାରେ ସହାୟକ ହେବ ବୋଲି ଆଶା ରଖାଯାଇଛି। କିନ୍ତୁ ଅଭିଜ୍ଞଙ୍କ ମତରେ ଏହା ନିଷ୍ପତ୍ତିରେ ଆଗାମୀ ଦିନରେ ବିଭିନ୍ନ ସମସ୍ୟା ଦେଖାଦେଇପାରେ। ଗ୍ରାହକମାନେ କ୍ରେଡିଟ କାର୍ଡ ମାଧ୍ୟମରେ କିଣାକିଣି କରି ସୁଧ ଦେବାକୁ ପଡ଼େ। କେତେକ ବ୍ୟାଙ୍କ ଏହି ସୁଧ ହାରକୁ କମାଇବାକୁ ଚାହୁଁନାହାନ୍ତି। ଋଣ ପରିଶୋଧ କରିବାରେ ବିଳମ୍ବ ହେଲେ ଅତିରିକ୍ତ ଜରିମାନା ଲାଗେ। ସରକାରଙ୍କ ନୂଆ ନିୟମ ଅନୁସାରେ ବ୍ୟାଙ୍କଗୁଡ଼ିକ ଗ୍ରାହକଙ୍କୁ ସମସ୍ତ ସୂଚନା ସ୍ୱଚ୍ଛ ଭାବେ ଦେବା ଆବଶ୍ୟକ। ଭଙ୍ଗାଯିବା ପରିବର୍ତ୍ତେ ବ୍ୟବସ୍ଥାକୁ ସଜାଡ଼ିବା ଅଧିକ ଉପଯୋଗୀ ହେବ। ଅର୍ଥନୀତିର ସ୍ଥିରତା ପାଇଁ ଉଭୟ ବ୍ୟାଙ୍କ ଓ ଗ୍ରାହକଙ୍କ ମଧ୍ୟରେ ଆସ୍ଥା ରହିବା ଜରୁରୀ। ଏହି ଦିଗରେ ସମସ୍ତ ପକ୍ଷ ମିଳିମିଶି କାମ କରିବା ଦରକାର। bbox=[748, 153, 1140, 260]
sudoku-cell[interactable] bbox=[1272, 2036, 1309, 2075]
prev-sudoku-cell: 7 bbox=[1397, 2109, 1408, 2120]
history-date2: ୧୯୮୮ bbox=[1432, 1469, 1460, 1484]
prev-sudoku-cell: 4 bbox=[1331, 2153, 1342, 2164]
prev-sudoku-cell: 1 bbox=[1386, 2153, 1397, 2164]
letter3-sign: -ସଂଘମିତ୍ରା ପ୍ରଧାନ, ଶିକିଦ, ବରପାଲି, ଭଦ୍ରକ bbox=[1307, 904, 1492, 916]
bottom-col2-text: ବିଦ୍ୟାଳୟ, କାଳିନ୍ଦୀଚରଣ, ଜାତୀୟତା, ଅପରାଧୀଙ୍କ, ଉପକରଣ, ମାନଚେତନା, ପ୍ରଣୀତ, ଦୃଷ୍ଟିଭଙ୍ଗୀ, ଶ୍ରେଷ୍ଠତ୍ୱ, ଅଭିନନ୍ଦନ, ଆଶୀର୍ବାଦ, ସମ୍ମାନ ଇତ୍ୟାଦି ଶବ୍ଦଗୁଡ଼ିକର ସଠିକ ବନାନ ଜାଣିବା ଆବଶ୍ୟକ। ବ୍ୟାକରଣର ନିୟମ ଅନୁସାରେ ସନ୍ଧି ଓ ସମାସର ପ୍ରୟୋଗ ଠିକ୍ ଭାବେ କରିବା ଦରକାର। bbox=[340, 1817, 730, 1856]
prev-sudoku-cell: 9 bbox=[1320, 2164, 1331, 2175]
middle-col3 bbox=[748, 984, 1140, 1712]
sudoku-cell[interactable] bbox=[1418, 1921, 1454, 1960]
poem-line: ନ ଚାହିଁଲେ ବି ଚାହାଲେ ତୁଲିଥିବି ତାକୁ କ୍ଷଣେ bbox=[78, 84, 250, 97]
chirantani-heading: ଚିରନ୍ତନୀ bbox=[7, 7, 227, 45]
advt-email-link[interactable]: E-mail:advt@dharitri.com bbox=[1243, 1338, 1403, 1351]
prev-sudoku-cell: 1 bbox=[1342, 2186, 1353, 2197]
sudoku-cell[interactable] bbox=[1382, 1959, 1419, 1998]
letter3-body: ରାଜଧାନୀରେ ଟ୍ରାଫିକ ସମସ୍ୟା ଦିନକୁ ଦିନ ବଢ଼ୁଛି। ପୃଥକ ପରିବହନ ପୋଲିସ ବାହିନୀ ଗଠନ କରାଯିବା ଆବଶ୍ୟକ। bbox=[1152, 875, 1492, 901]
jilla-diary-article bbox=[6, 296, 322, 896]
sudoku-cell[interactable]: 6 bbox=[1382, 1921, 1419, 1960]
sudoku-cell[interactable] bbox=[1200, 1998, 1236, 2036]
sudoku-cell[interactable] bbox=[1345, 1844, 1382, 1883]
prev-sudoku-cell: 9 bbox=[1353, 2131, 1364, 2142]
bottom-quote: "ମାତୃମୁଖୀ ମାତୃଭାଷାରେ ମମତା ଯା ମୁଁ କରେ ନାହିଁ, ତାହା ସଙ୍ଗେ କହିବା ପାଇଁ ମୋର କିଛି ନାହିଁ।" bbox=[758, 1897, 1115, 1925]
letters-box bbox=[1152, 650, 1492, 1210]
editor-email-note: (Use only for letters to Editor, news & news photos) bbox=[1187, 1289, 1459, 1317]
history-item: • ମାଲଦ୍ୱୀପର ରାଷ୍ଟ୍ରପତି ଭାବେ ମାମୁନ ଅବଦୁଲ ଗାୟୁମ ପୁନଶ୍ଚ ନିର୍ବାଚିତ। bbox=[1166, 1554, 1492, 1568]
sudoku-header bbox=[1152, 1672, 1492, 1718]
sudoku-cell[interactable] bbox=[1454, 1768, 1491, 1806]
sudoku-cell[interactable]: 3 bbox=[1454, 2036, 1491, 2075]
sudoku-title: ସୁ-ଡୋ-କୁ bbox=[1293, 1673, 1491, 1717]
dharitri-logo: ଧରିତ୍ରୀ bbox=[1014, 10, 1071, 31]
middle-col1-text-2: ଗୋଟିଏ ଦାକ ମାନୁଷୀ ଉପରର ଆସ୍ଥା ହ୍ରାସ ପାଉଛି। ଯାହା ପ୍ରାୟ ଅଧିକ ଲୋକଙ୍କ ମନରେ ପ୍ରଶ୍ନ ସୃଷ୍ଟି କରୁଛି। ଧର୍ମ, ରାଜନୀତି ଓ ସାମାଜିକ ପ୍ରତିଷ୍ଠାନ ଉପରେ ବିଶ୍ୱାସ କମିଯାଉଛି। ଗଣମାଧ୍ୟମ ଓ ସାମାଜିକ ଗଣମାଧ୍ୟମରେ ମିଥ୍ୟା ସୂଚନା ପ୍ରସାର ମଧ୍ୟ ଏଥିପାଇଁ ଦାୟୀ। ଭରସା ଫେରାଇ ଆଣିବା ପାଇଁ ସମସ୍ତଙ୍କୁ ସତ୍ୟ ଓ ସ୍ୱଚ୍ଛତା ଅବଲମ୍ବନ କରିବାକୁ ପଡ଼ିବ। bbox=[6, 1028, 326, 1094]
contact-line1: ପାଠକ ଶ୍ରେଷ୍ଠ ବିଚାରକ ଇମେଲ ପଠାଇବାର ଠିକଣା: bbox=[1210, 1214, 1436, 1227]
prev-sudoku-cell: 7 bbox=[1386, 2164, 1397, 2175]
prev-sudoku-cell: 8 bbox=[1309, 2153, 1320, 2164]
sudoku-cell[interactable] bbox=[1236, 1806, 1273, 1845]
middle-author: ପ୍ରକାଶ ତ୍ରିପାଠୀ bbox=[6, 900, 326, 934]
prev-sudoku-cell: 5 bbox=[1353, 2142, 1364, 2153]
sudoku-cell[interactable] bbox=[1236, 1998, 1273, 2036]
sudoku-logo-sub: Puzzles by Pappocom bbox=[1180, 1699, 1266, 1708]
sudoku-prev-label: ଗତକାଲିର ଉତ୍ତର bbox=[1308, 2098, 1375, 2108]
sudoku-cell[interactable] bbox=[1382, 2036, 1419, 2075]
contact-line4: କେବଳ ସମ୍ପାଦକଙ୍କ ପାଇଁ, ଖବର ପାଇଁ ବ୍ୟବହାର କରନ୍ତୁ: bbox=[1196, 1259, 1450, 1272]
sudoku-cell[interactable]: 3 bbox=[1200, 1729, 1236, 1768]
sudoku-cell[interactable]: 6 bbox=[1272, 1998, 1309, 2036]
letter2-title: ଶିକ୍ଷା ସହାୟକଙ୍କ ପିଏଫ ଯାଉଛି କୁଆଡ଼େ bbox=[1189, 779, 1455, 800]
sudoku-cell[interactable]: 8 bbox=[1345, 1921, 1382, 1960]
history-item: • ପଞ୍ଜାବରେ ଏକ ବସ୍ ଉପରେ ଆତଙ୍କବାଦୀଙ୍କ ଗୁଳିମାଡ଼ରେ ୨୦ ଯାତ୍ରୀଙ୍କ ମୃତ୍ୟୁ। bbox=[1166, 1512, 1492, 1526]
editorial-col-right bbox=[748, 152, 1140, 882]
sudoku-cell[interactable] bbox=[1454, 1998, 1491, 2036]
prev-sudoku-cell: 5 bbox=[1386, 2120, 1397, 2131]
diary-body-2: ସାବଧାନ। ଖାତା ଚୁଲୁଛି। ନତୁ ଗାଁଗାଁରେ ଫାଟକ ବସାଇବାରେ ଲୋକ ଦେଖାଇ ଦେଉଛନ୍ତି। ଉପରେ ଶ୍ରୀକୃଷ୍ଣଙ୍କ ଲେଖା ଯାଇଛି। ଜିଲାରେ କାର୍ଯ୍ୟାଳୟରେ ଚାଲିଥିବା ଦୁର୍ନୀତି ନେଇ ଲୋକେ ଅସନ୍ତୋଷ ପ୍ରକାଶ କରୁଛନ୍ତି। ସ୍ଥାନୀୟ ପ୍ରଶାସନ ଏହା ଉପରେ ନଜର ରଖିଛି। ବିଭିନ୍ନ ଯୋଜନାର ଅର୍ଥ ଠିକ୍ ଭାବେ ଖର୍ଚ୍ଚ ହେଉନାହିଁ ବୋଲି ଅଭିଯୋଗ ହୋଇଛି। ଅଧିକାରୀମାନେ ତଦନ୍ତ କରିବା ପାଇଁ ନିର୍ଦ୍ଦେଶ ଦେଇଛନ୍ତି। ଗାଁର ଲୋକମାନେ ନିଜ ଅଧିକାର ବିଷୟରେ ସଚେତନ ହେବା ଜରୁରୀ। bbox=[6, 430, 322, 510]
sudoku-cell[interactable] bbox=[1200, 2036, 1236, 2075]
prev-sudoku-cell: 1 bbox=[1342, 2164, 1353, 2175]
prev-sudoku-cell: 8 bbox=[1342, 2197, 1353, 2208]
sudoku-cell[interactable] bbox=[1382, 1729, 1419, 1768]
prev-sudoku-cell: 4 bbox=[1320, 2120, 1331, 2131]
prev-sudoku-cell: 4 bbox=[1353, 2164, 1364, 2175]
history-label1: ପଚିଶ ବର୍ଷ bbox=[1279, 1446, 1344, 1465]
letter3-title: ପରିବହନ ପୋଲିସ ବାହିନୀ bbox=[1236, 849, 1408, 871]
sudoku-cell[interactable]: 1 bbox=[1382, 1768, 1419, 1806]
bottom-col2-text-4: ବିଦ୍ୟାଳୟ, କାଳିନ୍ଦୀଚରଣ, ଜାତୀୟତା, ଅପରାଧୀଙ୍କ, ଉପକରଣ, ମାନଚେତନା, ପ୍ରଣୀତ, ଦୃଷ୍ଟିଭଙ୍ଗୀ, ଶ୍ରେଷ୍ଠତ୍ୱ, ଅଭିନନ୍ଦନ, ଆଶୀର୍ବାଦ, ସମ୍ମାନ ଇତ୍ୟାଦି ଶବ୍ଦଗୁଡ଼ିକର ସଠିକ ବନାନ ଜାଣିବା ଆବଶ୍ୟକ। ବ୍ୟାକରଣର ନିୟମ ଅନୁସାରେ ସନ୍ଧି ଓ ସମାସର ପ୍ରୟୋଗ ଠିକ୍ ଭାବେ କରିବା ଦରକାର। bbox=[340, 1943, 730, 1982]
prev-sudoku-cell: 8 bbox=[1331, 2186, 1342, 2197]
sudoku-cell[interactable]: 5 bbox=[1236, 1959, 1273, 1998]
prev-sudoku-cell: 8 bbox=[1386, 2175, 1397, 2186]
prev-sudoku-cell: 9 bbox=[1309, 2109, 1320, 2120]
sudoku-footer: ସମ୍ପାଦକ: ଡ଼ତ୍ତାତ୍ରେୟ ଧରିତ୍ରୀ ସମସ୍ତ ଅଧିକାର ସଂରକ୍ଷିତ। bbox=[1152, 2214, 1364, 2224]
prev-sudoku-cell: 9 bbox=[1397, 2120, 1408, 2131]
prev-sudoku-cell: 2 bbox=[1397, 2153, 1408, 2164]
sudoku-cell[interactable]: 3 bbox=[1272, 1959, 1309, 1998]
sudoku-cell[interactable]: 6 bbox=[1454, 1806, 1491, 1845]
prev-sudoku-cell: 2 bbox=[1320, 2197, 1331, 2208]
sudoku-cell[interactable]: 6 bbox=[1163, 1844, 1200, 1883]
history-label2: ତଳର ଧରିତ୍ରୀ bbox=[1266, 1468, 1357, 1487]
sudoku-cell[interactable]: 2 bbox=[1418, 1998, 1454, 2036]
sudoku-cell[interactable] bbox=[1236, 2036, 1273, 2075]
prev-sudoku-cell: 8 bbox=[1353, 2120, 1364, 2131]
poem-source: (ତୁମେ ଓ ମୁଁ) bbox=[228, 116, 281, 129]
prev-sudoku-cell: 3 bbox=[1320, 2142, 1331, 2153]
letter2-sign: -ଜଗନ୍ନାଥ ସାହୁ, ଟାଙ୍ଗିରପାଳି, ଝାରସୁଗୁଡ଼ା bbox=[1327, 832, 1492, 844]
district-name: ରାୟଗଡ଼ା bbox=[6, 228, 228, 274]
sudoku-cell[interactable] bbox=[1382, 1806, 1419, 1845]
sudoku-cell[interactable] bbox=[1309, 1959, 1345, 1998]
bottom-col3 bbox=[748, 1816, 1140, 2326]
bottom-left-text-3: ଭାଷା ହେଉଛି ଭାବର ବାହକ। ନିଜ ମନର ଭାବକୁ ସଠିକ ଭାବରେ ପ୍ରକାଶ କରିବା ପାଇଁ ଶୁଦ୍ଧ ଭାଷାର ପ୍ରୟୋଗ ଆବଶ୍ୟକ। ଓଡ଼ିଆ ଭାଷା ଏକ ପ୍ରାଚୀନ ଓ ସମୃଦ୍ଧ ଭାଷା। ଏହାକୁ ଶାସ୍ତ୍ରୀୟ ମାନ୍ୟତା ମିଳିଛି। ତେବେ ଆଜିକାଲି ଲେଖାରେ ଅନେକ ଭୁଲ ଦେଖାଯାଉଛି। ବନାନ, ବ୍ୟାକରଣ ଓ ବାକ୍ୟ ଗଠନରେ ଯତ୍ନ ନେବା ଦରକାର। ବିଦ୍ୟାଳୟ ସ୍ତରରୁ ଶୁଦ୍ଧ ଲେଖନ ଉପରେ ଗୁରୁତ୍ୱ ଦିଆଯିବା ଉଚିତ। ଗଣମାଧ୍ୟମ ମଧ୍ୟ ଏଥିରେ ସହାୟକ ଭୂମିକା ନେଇପାରେ। bbox=[6, 1940, 326, 2020]
prev-sudoku-cell: 1 bbox=[1309, 2120, 1320, 2131]
poem-line: ଭୁଲିଯିବି ବିଶ୍ୱବୃତ୍ତି ଭୁଲିଯିବି ମତେ। bbox=[87, 100, 241, 113]
prev-sudoku-cell: 2 bbox=[1364, 2164, 1375, 2175]
sudoku-cell[interactable] bbox=[1454, 1883, 1491, 1921]
contact-line3: ବି-୧୫, ସତ୍ୟନଗର, ଭୁବନେଶ୍ୱର-୭୫୧୦୧୦ bbox=[1230, 1244, 1416, 1257]
bottom-col2-text-2: ଉପସର୍ଗ ଓ ପ୍ରତ୍ୟୟ ଯୋଗରେ ଶବ୍ଦ ଗଠନ ହୁଏ। ଣ ଓ ନ, ଶ, ଷ ଓ ସ ବ୍ୟବହାରରେ ଅଧିକ ଭୁଲ ହୋଇଥାଏ। ଏହାକୁ ଦୂର କରିବା ପାଇଁ ଅଭିଧାନର ସାହାଯ୍ୟ ନେବା ଉଚିତ। ନିୟମିତ ଅଭ୍ୟାସ ଦ୍ୱାରା ଶୁଦ୍ଧ ଲେଖନ ସମ୍ଭବ। bbox=[340, 1863, 730, 1902]
jilla-diary-label: ଜିଲା ଡାଏରୀ bbox=[6, 188, 226, 224]
prev-sudoku-cell: 7 bbox=[1375, 2175, 1386, 2186]
poem-line: ତୁମରି ଆଶା ଧରି ମୋ ଅନ୍ତର ରଥେ, bbox=[87, 68, 241, 81]
sudoku-cell[interactable]: 8 bbox=[1163, 1959, 1200, 1998]
sudoku-cell[interactable]: 5 bbox=[1163, 2036, 1200, 2075]
prev-sudoku-cell: 2 bbox=[1331, 2109, 1342, 2120]
middle-col2 bbox=[340, 984, 730, 1712]
prev-sudoku-cell: 3 bbox=[1353, 2153, 1364, 2164]
bottom-col2-text-3: ପ୍ରତିଷ୍ଠାନ, ସରକାରୀ, ସମ୍ପାଦକୀୟ, ସଂସ୍କୃତି ଇତ୍ୟାଦି ଶବ୍ଦ ସଠିକ ଭାବେ ଲେଖିବା ଦରକାର। ମାତୃଭାଷା ପ୍ରତି ଭଲପାଇବା ଓ ସମ୍ମାନ ରହିଲେ ଭାଷା ସମୃଦ୍ଧ ହେବ। bbox=[340, 1910, 730, 1936]
prev-sudoku-cell: 2 bbox=[1309, 2142, 1320, 2153]
sudoku-cell[interactable] bbox=[1163, 1883, 1200, 1921]
prev-sudoku-cell: 5 bbox=[1397, 2197, 1408, 2208]
prev-sudoku-cell: 9 bbox=[1386, 2197, 1397, 2208]
sudoku-cell[interactable] bbox=[1345, 1883, 1382, 1921]
diary-body-3: ସାବଧାନ। ଖାତା ଚୁଲୁଛି। ନତୁ ଗାଁଗାଁରେ ଫାଟକ ବସାଇବାରେ ଲୋକ ଦେଖାଇ ଦେଉଛନ୍ତି। ଉପରେ ଶ୍ରୀକୃଷ୍ଣଙ୍କ ଲେଖା ଯାଇଛି। ଜିଲାରେ କାର୍ଯ୍ୟାଳୟରେ ଚାଲିଥିବା ଦୁର୍ନୀତି ନେଇ ଲୋକେ ଅସନ୍ତୋଷ ପ୍ରକାଶ କରୁଛନ୍ତି। ସ୍ଥାନୀୟ ପ୍ରଶାସନ ଏହା ଉପରେ ନଜର ରଖିଛି। ବିଭିନ୍ନ ଯୋଜନାର ଅର୍ଥ ଠିକ୍ ଭାବେ ଖର୍ଚ୍ଚ ହେଉନାହିଁ ବୋଲି ଅଭିଯୋଗ ହୋଇଛି। ଅଧିକାରୀମାନେ ତଦନ୍ତ କରିବା ପାଇଁ ନିର୍ଦ୍ଦେଶ ଦେଇଛନ୍ତି। ଗାଁର ଲୋକମାନେ ନିଜ ଅଧିକାର ବିଷୟରେ ସଚେତନ ହେବା ଜରୁରୀ। bbox=[6, 518, 322, 598]
middle-col3-text-3: ଗୋଟିଏ ଦାକ ମାନୁଷୀ ଉପରର ଆସ୍ଥା ହ୍ରାସ ପାଉଛି। ଯାହା ପ୍ରାୟ ଅଧିକ ଲୋକଙ୍କ ମନରେ ପ୍ରଶ୍ନ ସୃଷ୍ଟି କରୁଛି। ଧର୍ମ, ରାଜନୀତି ଓ ସାମାଜିକ ପ୍ରତିଷ୍ଠାନ ଉପରେ ବିଶ୍ୱାସ କମିଯାଉଛି। ଗଣମାଧ୍ୟମ ଓ ସାମାଜିକ ଗଣମାଧ୍ୟମରେ ମିଥ୍ୟା ସୂଚନା ପ୍ରସାର ମଧ୍ୟ ଏଥିପାଇଁ ଦାୟୀ। ଭରସା ଫେରାଇ ଆଣିବା ପାଇଁ ସମସ୍ତଙ୍କୁ ସତ୍ୟ ଓ ସ୍ୱଚ୍ଛତା ଅବଲମ୍ବନ କରିବାକୁ ପଡ଼ିବ। bbox=[748, 1105, 1140, 1158]
sudoku-cell[interactable] bbox=[1382, 1844, 1419, 1883]
middle-col2-text-2: ବିଶ୍ୱାସର ଅଭାବ ଯୋଗୁଁ ସମାଜରେ ହିଂସା ଓ ଅପରାଧ ବଢ଼ୁଛି। ଏହି ପରିସ୍ଥିତିରୁ ମୁକ୍ତି ପାଇବା ପାଇଁ ଶିକ୍ଷା ଓ ସଂସ୍କାର ଉପରେ ଗୁରୁତ୍ୱ ଦେବା ଆବଶ୍ୟକ। ପିଲାମାନଙ୍କୁ ଛୋଟବେଳୁ ନୈତିକ ମୂଲ୍ୟବୋଧ ଶିଖାଇବା ଦରକାର। ବିଶ୍ୱାସ ହିଁ ସମ୍ପର୍କର ମୂଳଦୁଆ। ଏହାକୁ ରକ୍ଷା କରିବା ଆମ ସମସ୍ତଙ୍କ ଦାୟିତ୍ୱ। bbox=[340, 1045, 730, 1084]
bottom-col3-text: ଉପସର୍ଗ ଓ ପ୍ରତ୍ୟୟ ଯୋଗରେ ଶବ୍ଦ ଗଠନ ହୁଏ। ଣ ଓ ନ, ଶ, ଷ ଓ ସ ବ୍ୟବହାରରେ ଅଧିକ ଭୁଲ ହୋଇଥାଏ। ଏହାକୁ ଦୂର କରିବା ପାଇଁ ଅଭିଧାନର ସାହାଯ୍ୟ ନେବା ଉଚିତ। ନିୟମିତ ଅଭ୍ୟାସ ଦ୍ୱାରା ଶୁଦ୍ଧ ଲେଖନ ସମ୍ଭବ। bbox=[748, 1817, 1140, 1856]
prev-sudoku-cell: 4 bbox=[1386, 2109, 1397, 2120]
aaji-bharat-body: ଅବିବାହିତ ଓ ଧାର୍ମିକ ମାନସିକତା ରହିଥିବା ରାଜ୍ୟର ଜଣେ ଭଦ୍ରଲୋକଙ୍କ ଘଟଣା ଏହା। ଆରବ ସହ ଭାରତୀୟମାନଙ୍କ ସମ୍ପର୍କ, ପରମ୍ପରା ଓ ଆଇନ ବିଷୟରେ ଆଲୋଚନା କରାଯାଇଛି। କୋର୍ଟରେ ଆବେଦନ କରିବା ପରେ ପୋଲିସ ତଦନ୍ତ ଆରମ୍ଭ କରିଥିଲା ଏବଂ ମାମଲା ସମ୍ପର୍କରେ ସବୁ ପକ୍ଷକୁ ଶୁଣାଣି ପାଇଁ ଡକାଯାଇଥିଲା। ଶେଷରେ ଅଦାଲତ ନିଷ୍ପତ୍ତି ଦେଇଥିଲେ ଯେ ସମସ୍ତ ନାଗରିକଙ୍କ ମୌଳିକ ଅଧିକାର ସୁରକ୍ଷିତ ରହିବା ଆବଶ୍ୟକ। ଲୋକେ ଏହି ଘଟଣାକୁ ନେଇ ବିଭିନ୍ନ ମତାମତ ଦେଇଥିଲେ ଏବଂ ସମାଜରେ ସଚେତନତା ବୃଦ୍ଧି ପାଇଁ ଏହା ଏକ ଉଦାହରଣ ହୋଇଛି। bbox=[1152, 54, 1492, 147]
middle-col3-text-4: ବିଶ୍ୱାସର ଅଭାବ ଯୋଗୁଁ ସମାଜରେ ହିଂସା ଓ ଅପରାଧ ବଢ଼ୁଛି। ଏହି ପରିସ୍ଥିତିରୁ ମୁକ୍ତି ପାଇବା ପାଇଁ ଶିକ୍ଷା ଓ ସଂସ୍କାର ଉପରେ ଗୁରୁତ୍ୱ ଦେବା ଆବଶ୍ୟକ। ପିଲାମାନଙ୍କୁ ଛୋଟବେଳୁ ନୈତିକ ମୂଲ୍ୟବୋଧ ଶିଖାଇବା ଦରକାର। ବିଶ୍ୱାସ ହିଁ ସମ୍ପର୍କର ମୂଳଦୁଆ। ଏହାକୁ ରକ୍ଷା କରିବା ଆମ ସମସ୍ତଙ୍କ ଦାୟିତ୍ୱ। bbox=[748, 1166, 1140, 1205]
editorial-col1-text-3: ଆଧୁନିକ କଥାର ବ୍ୟବସ୍ଥାରେ ଋଣ ଓ ଶୁଳ୍କ ପ୍ରତିଶତ ସୁଧର ଏକ ଗୁରୁତ୍ୱପୂର୍ଣ୍ଣ ଭୂମିକା ରହିଛି। ଗୃହଋଣ, ଆରମ୍ଭ କାର୍ଡ ରାଶି, କନ୍ଜ୍ୟୁମର, ଲାପଟପ୍, ସେଲ୍ଫୋନ୍, ଟ୍ରକ, ଟ୍ୟାକ୍ସି, ରେଫ୍ରିଜରେଟର, ଫ୍ୟାନ ଇତ୍ୟାଦି କିଣିବା ପାଇଁ ଋଣ ମାଧ୍ୟମରେ ମିଳିପାରିଛି। ବିଶେଷକରି ପରେକରେ ଏହା ଆଜି କ୍ରେଡିଟ କାର୍ଡ ଯୋଗୁଁ ଗ୍ରାହକମାନଙ୍କ ପାଇଁ ସୁବିଧା ହୋଇଛି। ଖାଉଟିମାନେ ଏହି ସୁବିଧାର ଉପଯୋଗ କରି ନିଜର ଆବଶ୍ୟକତା ପୂରଣ କରୁଛନ୍ତି। ଚାଉଳ, ଅଟା, ଡାଲି, ତେଲ, ଲୁଣ, ଚିନି ଭଳି ଅତ୍ୟାବଶ୍ୟକ ସାମଗ୍ରୀ କିଣିବା ପାଇଁ ମଧ୍ୟ ଏହା ବ୍ୟବହାର ହେଉଛି। ସରକାରୀ ନୀତି ଅନୁସାରେ ବ୍ୟାଙ୍କ ଋଣ ସୁଧ ହାର ନିର୍ଦ୍ଧାରଣ କରାଯାଏ ଓ ଏହାର ପ୍ରଭାବ ସାଧାରଣ ଲୋକଙ୍କ ଉପରେ ପଡ଼େ। ରିଜର୍ଭ ବ୍ୟାଙ୍କ ଏହି ସମ୍ପର୍କରେ ସମୟ ସମୟରେ ନିର୍ଦ୍ଦେଶ ଜାରି କରିଥାଏ ଏବଂ ଗ୍ରାହକଙ୍କ ସୁରକ୍ଷା ପାଇଁ ନିୟମ ପ୍ରଣୟନ କରେ। bbox=[336, 437, 728, 544]
sudoku-cell[interactable]: 9 bbox=[1200, 1844, 1236, 1883]
prev-sudoku-cell: 3 bbox=[1375, 2186, 1386, 2197]
prev-sudoku-cell: 7 bbox=[1342, 2142, 1353, 2153]
sudoku-cell[interactable] bbox=[1454, 1844, 1491, 1883]
prev-sudoku-cell: 6 bbox=[1397, 2186, 1408, 2197]
prev-sudoku-cell: 5 bbox=[1309, 2164, 1320, 2175]
prev-sudoku-cell: 8 bbox=[1320, 2109, 1331, 2120]
sudoku-cell[interactable] bbox=[1418, 1844, 1454, 1883]
bottom-col2 bbox=[340, 1816, 730, 2326]
sudoku-cell[interactable] bbox=[1454, 1729, 1491, 1768]
section-label-box: ଆଜିର ଅର୍ଥନୀତି bbox=[414, 271, 650, 312]
prev-sudoku-cell: 4 bbox=[1342, 2131, 1353, 2142]
prev-sudoku-cell: 6 bbox=[1364, 2120, 1375, 2131]
middle-col2-text-4: ଗୋଟିଏ ଦାକ ମାନୁଷୀ ଉପରର ଆସ୍ଥା ହ୍ରାସ ପାଉଛି। ଯାହା ପ୍ରାୟ ଅଧିକ ଲୋକଙ୍କ ମନରେ ପ୍ରଶ୍ନ ସୃଷ୍ଟି କରୁଛି। ଧର୍ମ, ରାଜନୀତି ଓ ସାମାଜିକ ପ୍ରତିଷ୍ଠାନ ଉପରେ ବିଶ୍ୱାସ କମିଯାଉଛି। ଗଣମାଧ୍ୟମ ଓ ସାମାଜିକ ଗଣମାଧ୍ୟମରେ ମିଥ୍ୟା ସୂଚନା ପ୍ରସାର ମଧ୍ୟ ଏଥିପାଇଁ ଦାୟୀ। ଭରସା ଫେରାଇ ଆଣିବା ପାଇଁ ସମସ୍ତଙ୍କୁ ସତ୍ୟ ଓ ସ୍ୱଚ୍ଛତା ଅବଲମ୍ବନ କରିବାକୁ ପଡ଼ିବ। bbox=[340, 1166, 730, 1218]
prev-sudoku-cell: 6 bbox=[1353, 2175, 1364, 2186]
prev-sudoku-cell: 1 bbox=[1353, 2109, 1364, 2120]
